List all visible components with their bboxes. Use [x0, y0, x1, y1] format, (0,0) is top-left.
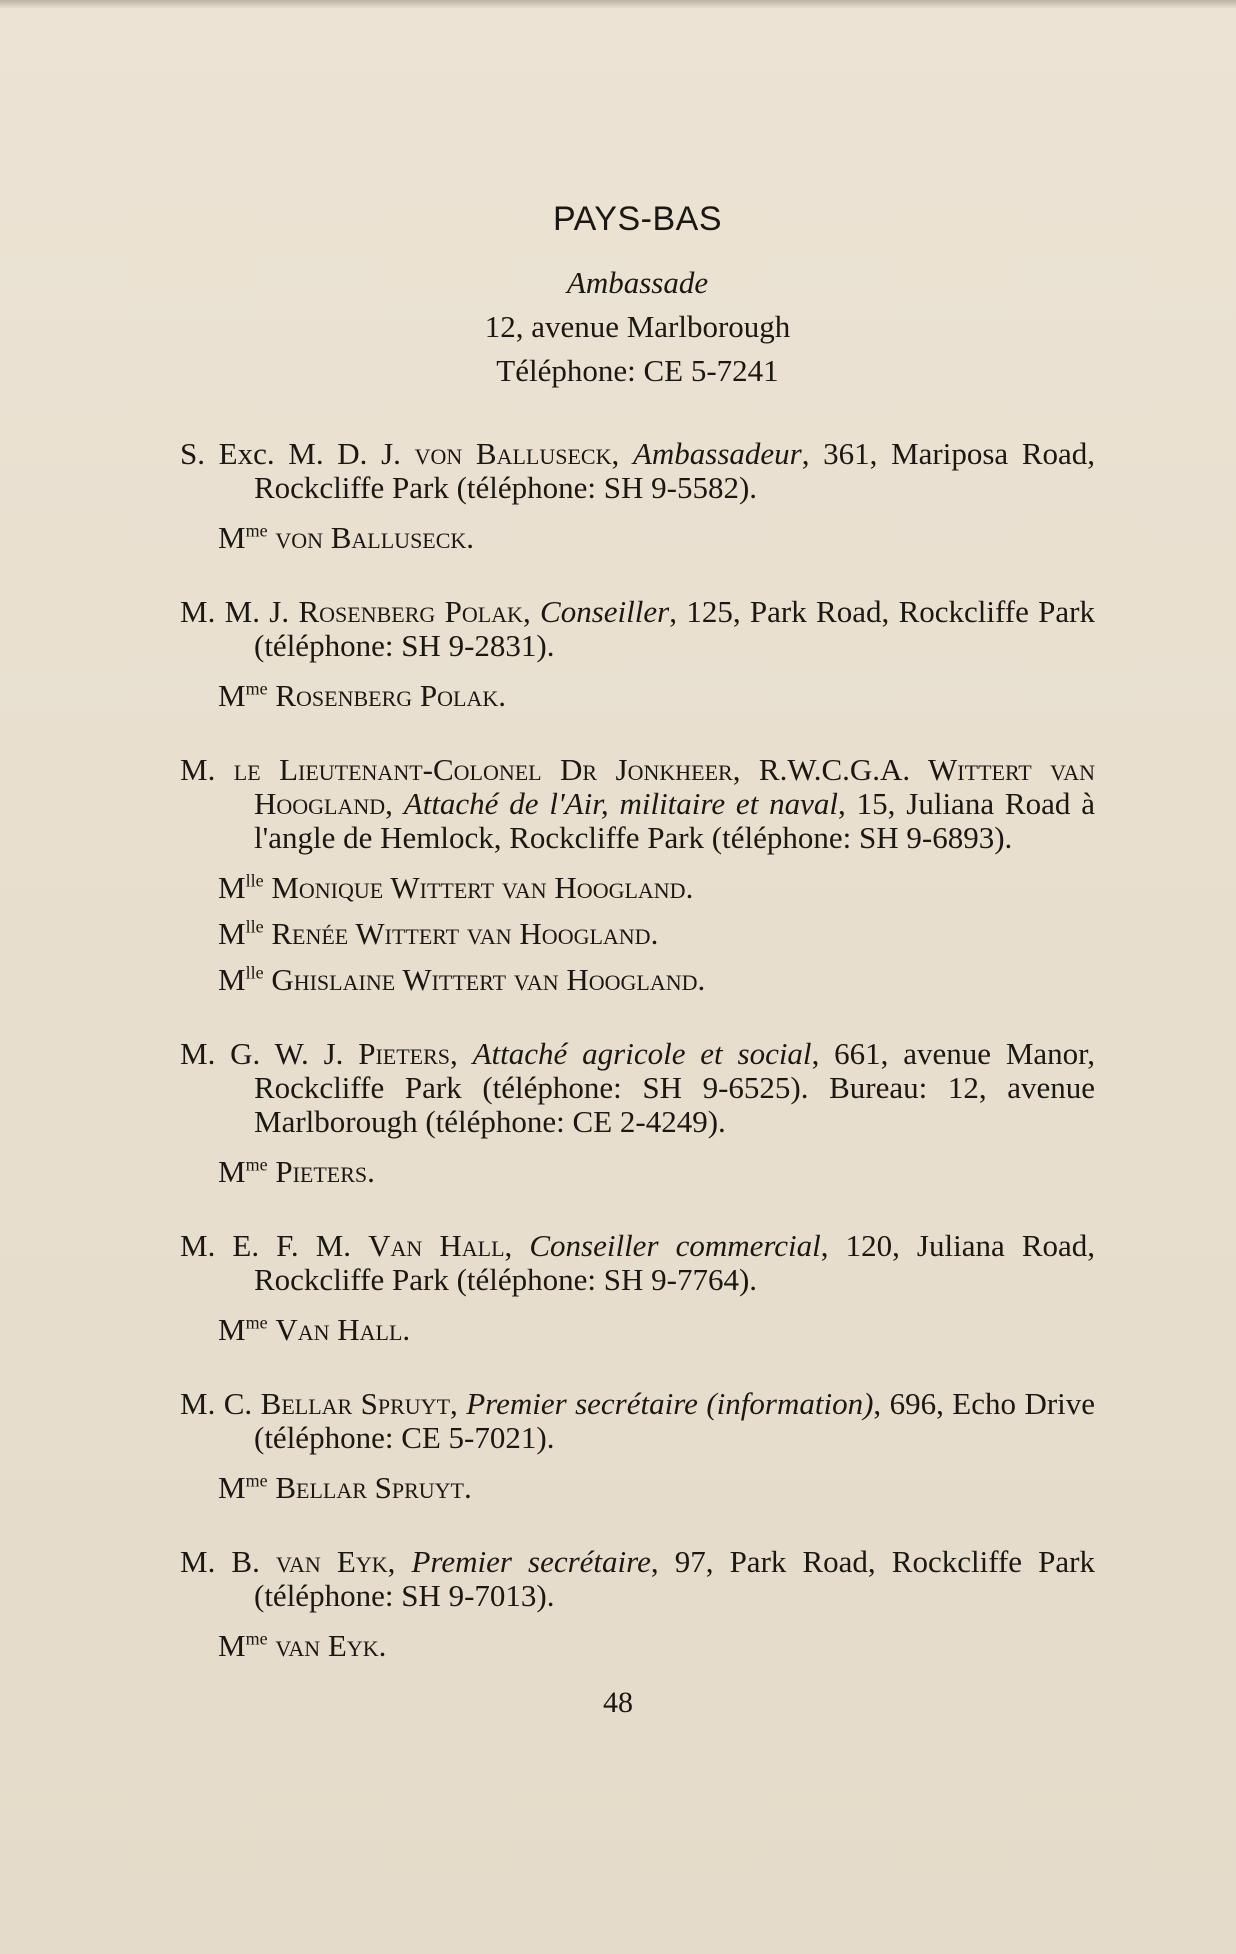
- spouse-name: Bellar Spruyt.: [275, 1470, 472, 1505]
- spouse-name: Renée Wittert van Hoogland.: [271, 916, 659, 951]
- spouse-prefix-superscript: lle: [245, 870, 264, 891]
- staff-title: M. G. W. J.: [180, 1036, 344, 1071]
- spouse-prefix-superscript: lle: [245, 916, 264, 937]
- staff-details: 15, Juliana Road à l'angle de Hemlock, Rockcliffe Park (téléphone: SH 9-6893).: [254, 786, 1095, 855]
- page-content: [180, 200, 1095, 1663]
- staff-name: Van Hall: [368, 1228, 505, 1263]
- spouse-line: [180, 1313, 1095, 1347]
- spouse-prefix: M: [218, 1470, 246, 1505]
- staff-title: S. Exc. M. D. J.: [180, 436, 401, 471]
- staff-entry: [180, 1229, 1095, 1347]
- spouse-prefix: M: [218, 870, 246, 905]
- spouse-prefix-superscript: me: [245, 1154, 268, 1175]
- page-top-edge: [0, 0, 1236, 8]
- staff-entry: [180, 1387, 1095, 1505]
- spouse-name: Ghislaine Wittert van Hoogland.: [271, 962, 706, 997]
- spouse-prefix-superscript: lle: [245, 962, 264, 983]
- staff-role: Conseiller commercial: [529, 1228, 821, 1263]
- spouse-name: Van Hall.: [275, 1312, 411, 1347]
- staff-role: Premier secrétaire: [411, 1544, 651, 1579]
- spouse-line: [180, 1629, 1095, 1663]
- staff-list: [180, 437, 1095, 1663]
- staff-details: 125, Park Road, Rockcliffe Park (téléphone: SH 9-2831).: [254, 594, 1096, 663]
- spouse-name: Monique Wittert van Hoogland.: [271, 870, 694, 905]
- staff-entry: [180, 595, 1095, 713]
- spouse-prefix: M: [218, 1628, 246, 1663]
- staff-entry-line: M. le Lieutenant-Colonel Dr Jonkheer, R.W.C.G.A. Wittert van Hoogland, Attaché de l'Air, militaire et naval, 15, Juliana Road à l'angle de Hemlock, Rockcliffe Park (téléphone: SH 9-6893).: [180, 752, 1095, 855]
- staff-name: van Eyk: [275, 1544, 388, 1579]
- staff-title: M. E. F. M.: [180, 1228, 352, 1263]
- staff-entry-line: M. G. W. J. Pieters, Attaché agricole et social, 661, avenue Manor, Rockcliffe Park (téléphone: SH 9-6525). Bureau: 12, avenue Marlborough (téléphone: CE 2-4249).: [180, 1036, 1096, 1139]
- staff-entry-line: M. M. J. Rosenberg Polak, Conseiller, 125, Park Road, Rockcliffe Park (téléphone: SH 9-2831).: [180, 594, 1096, 663]
- spouse-prefix: M: [218, 520, 246, 555]
- spouse-name: Rosenberg Polak.: [275, 678, 506, 713]
- staff-role: Ambassadeur: [632, 436, 802, 471]
- spouse-prefix: M: [218, 678, 246, 713]
- staff-name: le Lieutenant-Colonel Dr Jonkheer, R.W.C.G.A. Wittert van Hoogland: [233, 752, 1095, 821]
- staff-name: Bellar Spruyt: [260, 1386, 451, 1421]
- staff-entry-line: M. B. van Eyk, Premier secrétaire, 97, Park Road, Rockcliffe Park (téléphone: SH 9-7013).: [180, 1544, 1095, 1613]
- spouse-prefix-superscript: me: [245, 1312, 268, 1333]
- staff-role: Premier secrétaire (information): [466, 1386, 874, 1421]
- mission-address: 12, avenue Marlborough: [484, 309, 791, 344]
- mission-phone: Téléphone: CE 5-7241: [496, 353, 779, 388]
- spouse-line: [180, 1155, 1095, 1189]
- spouse-prefix: M: [218, 1154, 246, 1189]
- spouse-prefix-superscript: me: [245, 520, 268, 541]
- spouse-name: Pieters.: [275, 1154, 375, 1189]
- staff-entry: [180, 753, 1095, 997]
- country-heading: PAYS-BAS: [552, 200, 723, 238]
- spouse-prefix-superscript: me: [245, 1628, 268, 1649]
- spouse-line: [180, 963, 1095, 997]
- staff-entry-line: S. Exc. M. D. J. von Balluseck, Ambassadeur, 361, Mariposa Road, Rockcliffe Park (téléphone: SH 9-5582).: [180, 436, 1096, 505]
- staff-role: Attaché agricole et social: [472, 1036, 812, 1071]
- staff-name: von Balluseck: [414, 436, 612, 471]
- spouse-prefix: M: [218, 962, 246, 997]
- spouse-line: [180, 679, 1095, 713]
- staff-entry: [180, 1037, 1095, 1189]
- staff-entry-line: M. E. F. M. Van Hall, Conseiller commercial, 120, Juliana Road, Rockcliffe Park (téléphone: SH 9-7764).: [180, 1228, 1096, 1297]
- staff-entry-line: M. C. Bellar Spruyt, Premier secrétaire (information), 696, Echo Drive (téléphone: CE 5-7021).: [180, 1386, 1096, 1455]
- spouse-name: von Balluseck.: [275, 520, 475, 555]
- staff-entry: [180, 437, 1095, 555]
- mission-type: Ambassade: [566, 265, 709, 300]
- staff-details: 361, Mariposa Road, Rockcliffe Park (téléphone: SH 9-5582).: [254, 436, 1096, 505]
- staff-role: Conseiller: [540, 594, 670, 629]
- staff-title: M. B.: [180, 1544, 260, 1579]
- spouse-name: van Eyk.: [275, 1628, 387, 1663]
- spouse-prefix: M: [218, 1312, 246, 1347]
- staff-entry: [180, 1545, 1095, 1663]
- spouse-line: [180, 521, 1095, 555]
- staff-title: M.: [180, 752, 216, 787]
- staff-details: 97, Park Road, Rockcliffe Park (téléphone: SH 9-7013).: [254, 1544, 1095, 1613]
- spouse-line: [180, 917, 1095, 951]
- staff-name: Rosenberg Polak: [298, 594, 523, 629]
- spouse-prefix: M: [218, 916, 246, 951]
- spouse-line: [180, 1471, 1095, 1505]
- spouse-prefix-superscript: me: [245, 1470, 268, 1491]
- staff-title: M. M. J.: [180, 594, 290, 629]
- staff-role: Attaché de l'Air, militaire et naval: [403, 786, 839, 821]
- staff-details: 696, Echo Drive (téléphone: CE 5-7021).: [254, 1386, 1096, 1455]
- staff-name: Pieters: [358, 1036, 451, 1071]
- staff-details: 661, avenue Manor, Rockcliffe Park (téléphone: SH 9-6525). Bureau: 12, avenue Marlborough (téléphone: CE 2-4249).: [254, 1036, 1096, 1139]
- spouse-prefix-superscript: me: [245, 678, 268, 699]
- spouse-line: [180, 871, 1095, 905]
- staff-title: M. C.: [180, 1386, 253, 1421]
- page-number: 48: [603, 1686, 633, 1719]
- staff-details: 120, Juliana Road, Rockcliffe Park (téléphone: SH 9-7764).: [254, 1228, 1096, 1297]
